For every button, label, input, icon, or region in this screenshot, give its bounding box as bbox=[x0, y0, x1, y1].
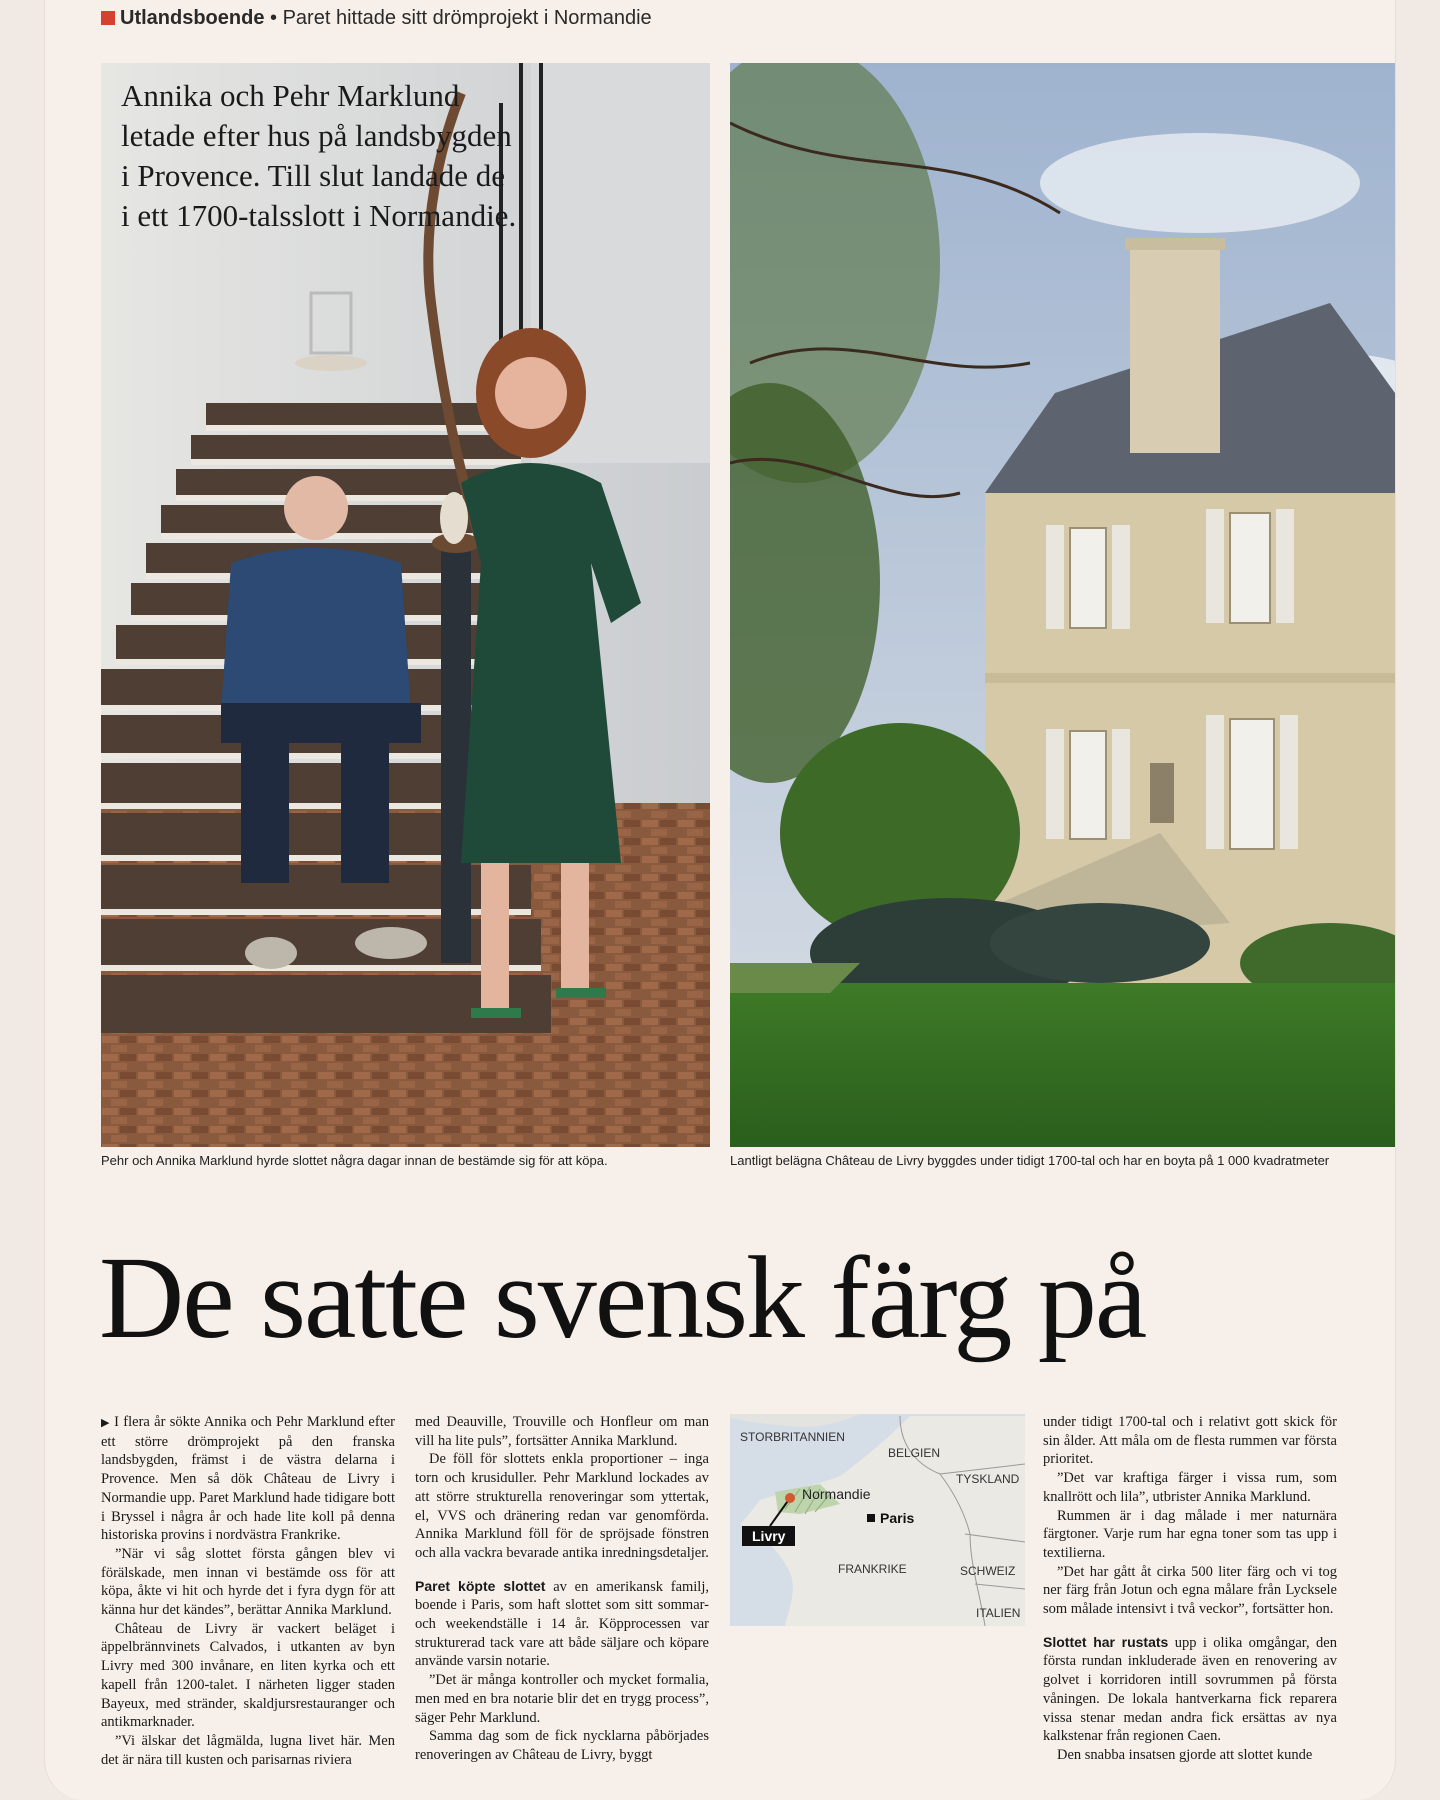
chateau-exterior-photo bbox=[730, 63, 1395, 1147]
start-marker-icon: ▶ bbox=[101, 1417, 111, 1429]
article-paragraph: Rummen är i dag målade i mer naturnära färgtoner. Varje rum har egna toner som tas upp i textilierna. bbox=[1043, 1507, 1337, 1561]
article-paragraph: De föll för slottets enkla proportioner – inga torn och krusiduller. Pehr Marklund lockades av att större strukturella renoveringar som yttertak, el, VVS och dränering redan var genomförda. Annika Marklund föll för de spröjsade fönstren och alla vackra bevarade antika inredningsdetaljer. bbox=[415, 1451, 709, 1561]
article-paragraph: ”Det har gått åt cirka 500 liter färg och vi tog ner färg från Jotun och egna målare från Lycksele som målade intensivt i två veckor”, fortsätter hon. bbox=[1043, 1563, 1337, 1618]
section-kicker bbox=[101, 6, 652, 30]
paragraph-lead: Paret köpte slottet bbox=[415, 1577, 546, 1594]
article-paragraph: Slottet har rustats upp i olika omgångar, den första rundan inkluderade även en renovering av golvet i korridoren intill sovrummen på första våningen. De lokala hantverkarna fick reparera vissa stenar medan andra fick ersättas av nya kalkstenar från regionen Caen. bbox=[1043, 1633, 1337, 1745]
article-paragraph: under tidigt 1700-tal och i relativt gott skick för sin ålder. Att måla om de flesta rummen var första prioritet. bbox=[1043, 1414, 1337, 1468]
map-label-frankrike: FRANKRIKE bbox=[838, 1562, 907, 1576]
article-paragraph: ”Det var kraftiga färger i vissa rum, som knallrött och lila”, utbrister Annika Marklund. bbox=[1043, 1470, 1337, 1505]
map-label-storbritannien: STORBRITANNIEN bbox=[740, 1430, 845, 1444]
article-column-2 bbox=[415, 1413, 709, 1765]
article-column-4 bbox=[1043, 1413, 1337, 1765]
article-column-1 bbox=[101, 1413, 395, 1769]
article-headline: De satte svensk färg på bbox=[99, 1232, 1146, 1363]
article-paragraph: Château de Livry är vackert beläget i äppelbrännvinets Calvados, i utkanten av byn Livry med 300 invånare, en liten kyrka och ett kapell från 1200-talet. I närheten ligger staden Bayeux, med stränder, skaldjursrestauranger och antikmarknader. bbox=[101, 1620, 395, 1731]
article-paragraph: med Deauville, Trouville och Honfleur om man vill ha lite puls”, fortsätter Annika Marklund. bbox=[415, 1414, 709, 1449]
article-paragraph: ”Vi älskar det lågmälda, lugna livet här. Men det är nära till kusten och parisarnas riviera bbox=[101, 1732, 395, 1768]
article-paragraph: Den snabba insatsen gjorde att slottet kunde bbox=[1057, 1746, 1313, 1763]
kicker-separator: • bbox=[270, 7, 278, 29]
right-photo-caption: Lantligt belägna Château de Livry byggdes under tidigt 1700-tal och har en boyta på 1 000 kvadratmeter bbox=[730, 1153, 1330, 1168]
map-label-livry: Livry bbox=[742, 1526, 795, 1546]
map-label-tyskland: TYSKLAND bbox=[956, 1472, 1020, 1486]
kicker-topic: Paret hittade sitt drömprojekt i Normandie bbox=[282, 7, 652, 29]
intro-text: Annika och Pehr Marklund letade efter hus på landsbygden i Provence. Till slut landade de i ett 1700-talsslott i Normandie. bbox=[121, 78, 517, 233]
left-photo-caption: Pehr och Annika Marklund hyrde slottet några dagar innan de bestämde sig för att köpa. bbox=[101, 1153, 608, 1168]
section-marker-icon bbox=[101, 11, 115, 25]
location-map bbox=[730, 1414, 1025, 1626]
article-paragraph: Samma dag som de fick nycklarna påbörjades renoveringen av Château de Livry, byggt bbox=[415, 1728, 709, 1763]
map-label-belgien: BELGIEN bbox=[888, 1446, 941, 1460]
map-label-paris: Paris bbox=[880, 1510, 915, 1526]
map-label-normandie: Normandie bbox=[802, 1486, 871, 1502]
map-label-schweiz: SCHWEIZ bbox=[960, 1564, 1016, 1578]
section-name: Utlandsboende bbox=[120, 7, 265, 29]
article-paragraph: Paret köpte slottet av en amerikansk familj, boende i Paris, som haft slottet som sitt sommar- och weekendställe i 14 år. Köpprocessen var strukturerad tack vare att både säljare och köpare använde varsin notarie. bbox=[415, 1577, 709, 1670]
paragraph-lead: Slottet har rustats bbox=[1043, 1633, 1169, 1650]
article-paragraph: ”När vi såg slottet första gången blev vi förälskade, men innan vi bestämde oss för att köpa, åkte vi hit och hyrde det i fyra dygn för att känna hur det kändes”, berättar Annika Marklund. bbox=[101, 1545, 395, 1619]
article-paragraph: ”Det är många kontroller och mycket formalia, men med en bra notarie blir det en trygg process”, säger Pehr Marklund. bbox=[415, 1672, 709, 1726]
article-paragraph: ▶ I flera år sökte Annika och Pehr Marklund efter ett större drömprojekt på den franska landsbygden, främst i de västra delarna i Provence. Men så dök Château de Livry i Normandie upp. Paret Marklund hade tidigare bott i Bryssel i några år och hade lite koll på denna historiska provins i nordvästra Frankrike. bbox=[101, 1414, 395, 1544]
map-label-italien: ITALIEN bbox=[976, 1606, 1021, 1620]
